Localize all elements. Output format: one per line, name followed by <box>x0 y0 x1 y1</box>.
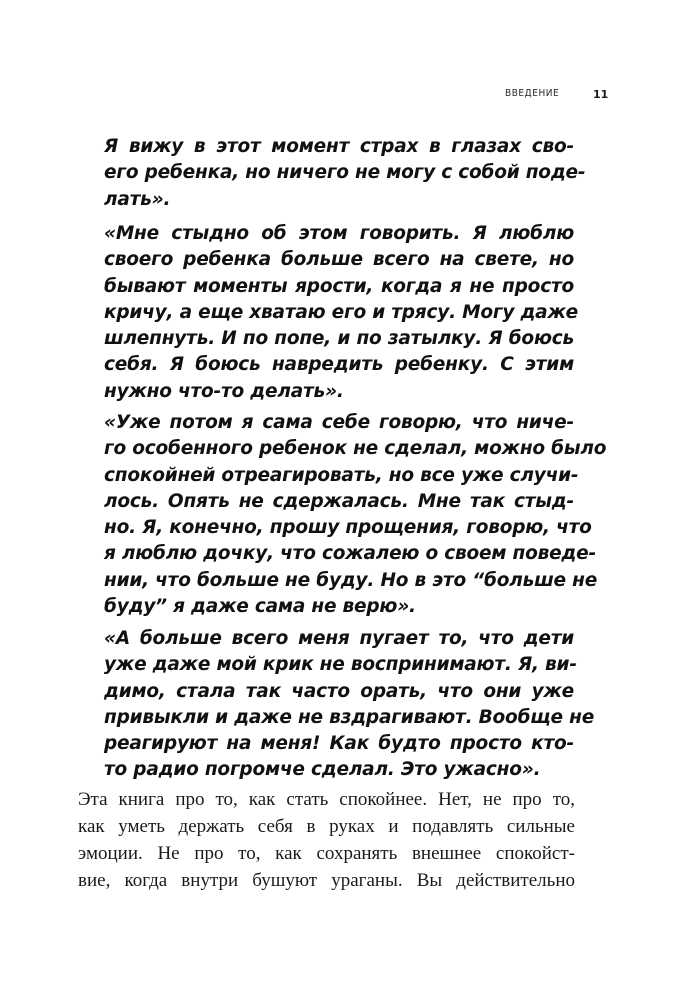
page-number: 11 <box>593 88 609 101</box>
quote-line: своего ребенка больше всего на свете, но <box>104 249 574 271</box>
quote-1 <box>104 134 586 213</box>
body-line: Эта книга про то, как стать спокойнее. Нет, не про то, <box>78 789 575 810</box>
quote-line: буду” я даже сама не верю». <box>104 596 416 618</box>
quote-line: нужно что-то делать». <box>104 380 344 402</box>
quote-line: но. Я, конечно, прошу прощения, говорю, что <box>104 517 592 539</box>
quote-line: его ребенка, но ничего не могу с собой поде- <box>104 162 586 184</box>
body-line: вие, когда внутри бушуют ураганы. Вы действительно <box>78 870 575 891</box>
quote-3 <box>104 410 607 620</box>
quote-line: «Мне стыдно об этом говорить. Я люблю <box>104 223 574 244</box>
body-paragraph <box>78 786 575 894</box>
quote-line: то радио погромче сделал. Это ужасно». <box>104 759 541 781</box>
quote-line: кричу, а еще хватаю его и трясу. Могу даже <box>104 301 579 323</box>
quote-line: «А больше всего меня пугает то, что дети <box>104 628 574 649</box>
quote-2 <box>104 221 579 405</box>
quote-line: реагируют на меня! Как будто просто кто- <box>104 733 574 755</box>
quote-line: привыкли и даже не вздрагивают. Вообще не <box>104 706 595 728</box>
quote-4 <box>104 626 595 784</box>
quote-line: димо, стала так часто орать, что они уже <box>104 680 574 702</box>
quote-line: я люблю дочку, что сожалею о своем поведе- <box>104 543 597 565</box>
quote-line: «Уже потом я сама себе говорю, что ниче- <box>104 412 574 433</box>
body-line: как уметь держать себя в руках и подавлять сильные <box>78 816 575 837</box>
quote-line: уже даже мой крик не воспринимают. Я, ви- <box>104 654 577 676</box>
quote-line: шлепнуть. И по попе, и по затылку. Я боюсь <box>104 328 574 350</box>
quote-line: лать». <box>104 188 171 210</box>
quote-line: го особенного ребенок не сделал, можно было <box>104 438 607 460</box>
section-name: ВВЕДЕНИЕ <box>505 88 560 99</box>
quote-line: спокойней отреагировать, но все уже случи- <box>104 464 579 486</box>
quote-line: Я вижу в этот момент страх в глазах сво- <box>104 136 574 157</box>
quote-line: нии, что больше не буду. Но в это “больше не <box>104 569 598 591</box>
quote-line: лось. Опять не сдержалась. Мне так стыд- <box>104 490 574 512</box>
quote-line: бывают моменты ярости, когда я не просто <box>104 275 574 297</box>
quote-line: себя. Я боюсь навредить ребенку. С этим <box>104 354 574 376</box>
running-head <box>0 88 681 108</box>
body-line: эмоции. Не про то, как сохранять внешнее спокойст- <box>78 843 575 864</box>
